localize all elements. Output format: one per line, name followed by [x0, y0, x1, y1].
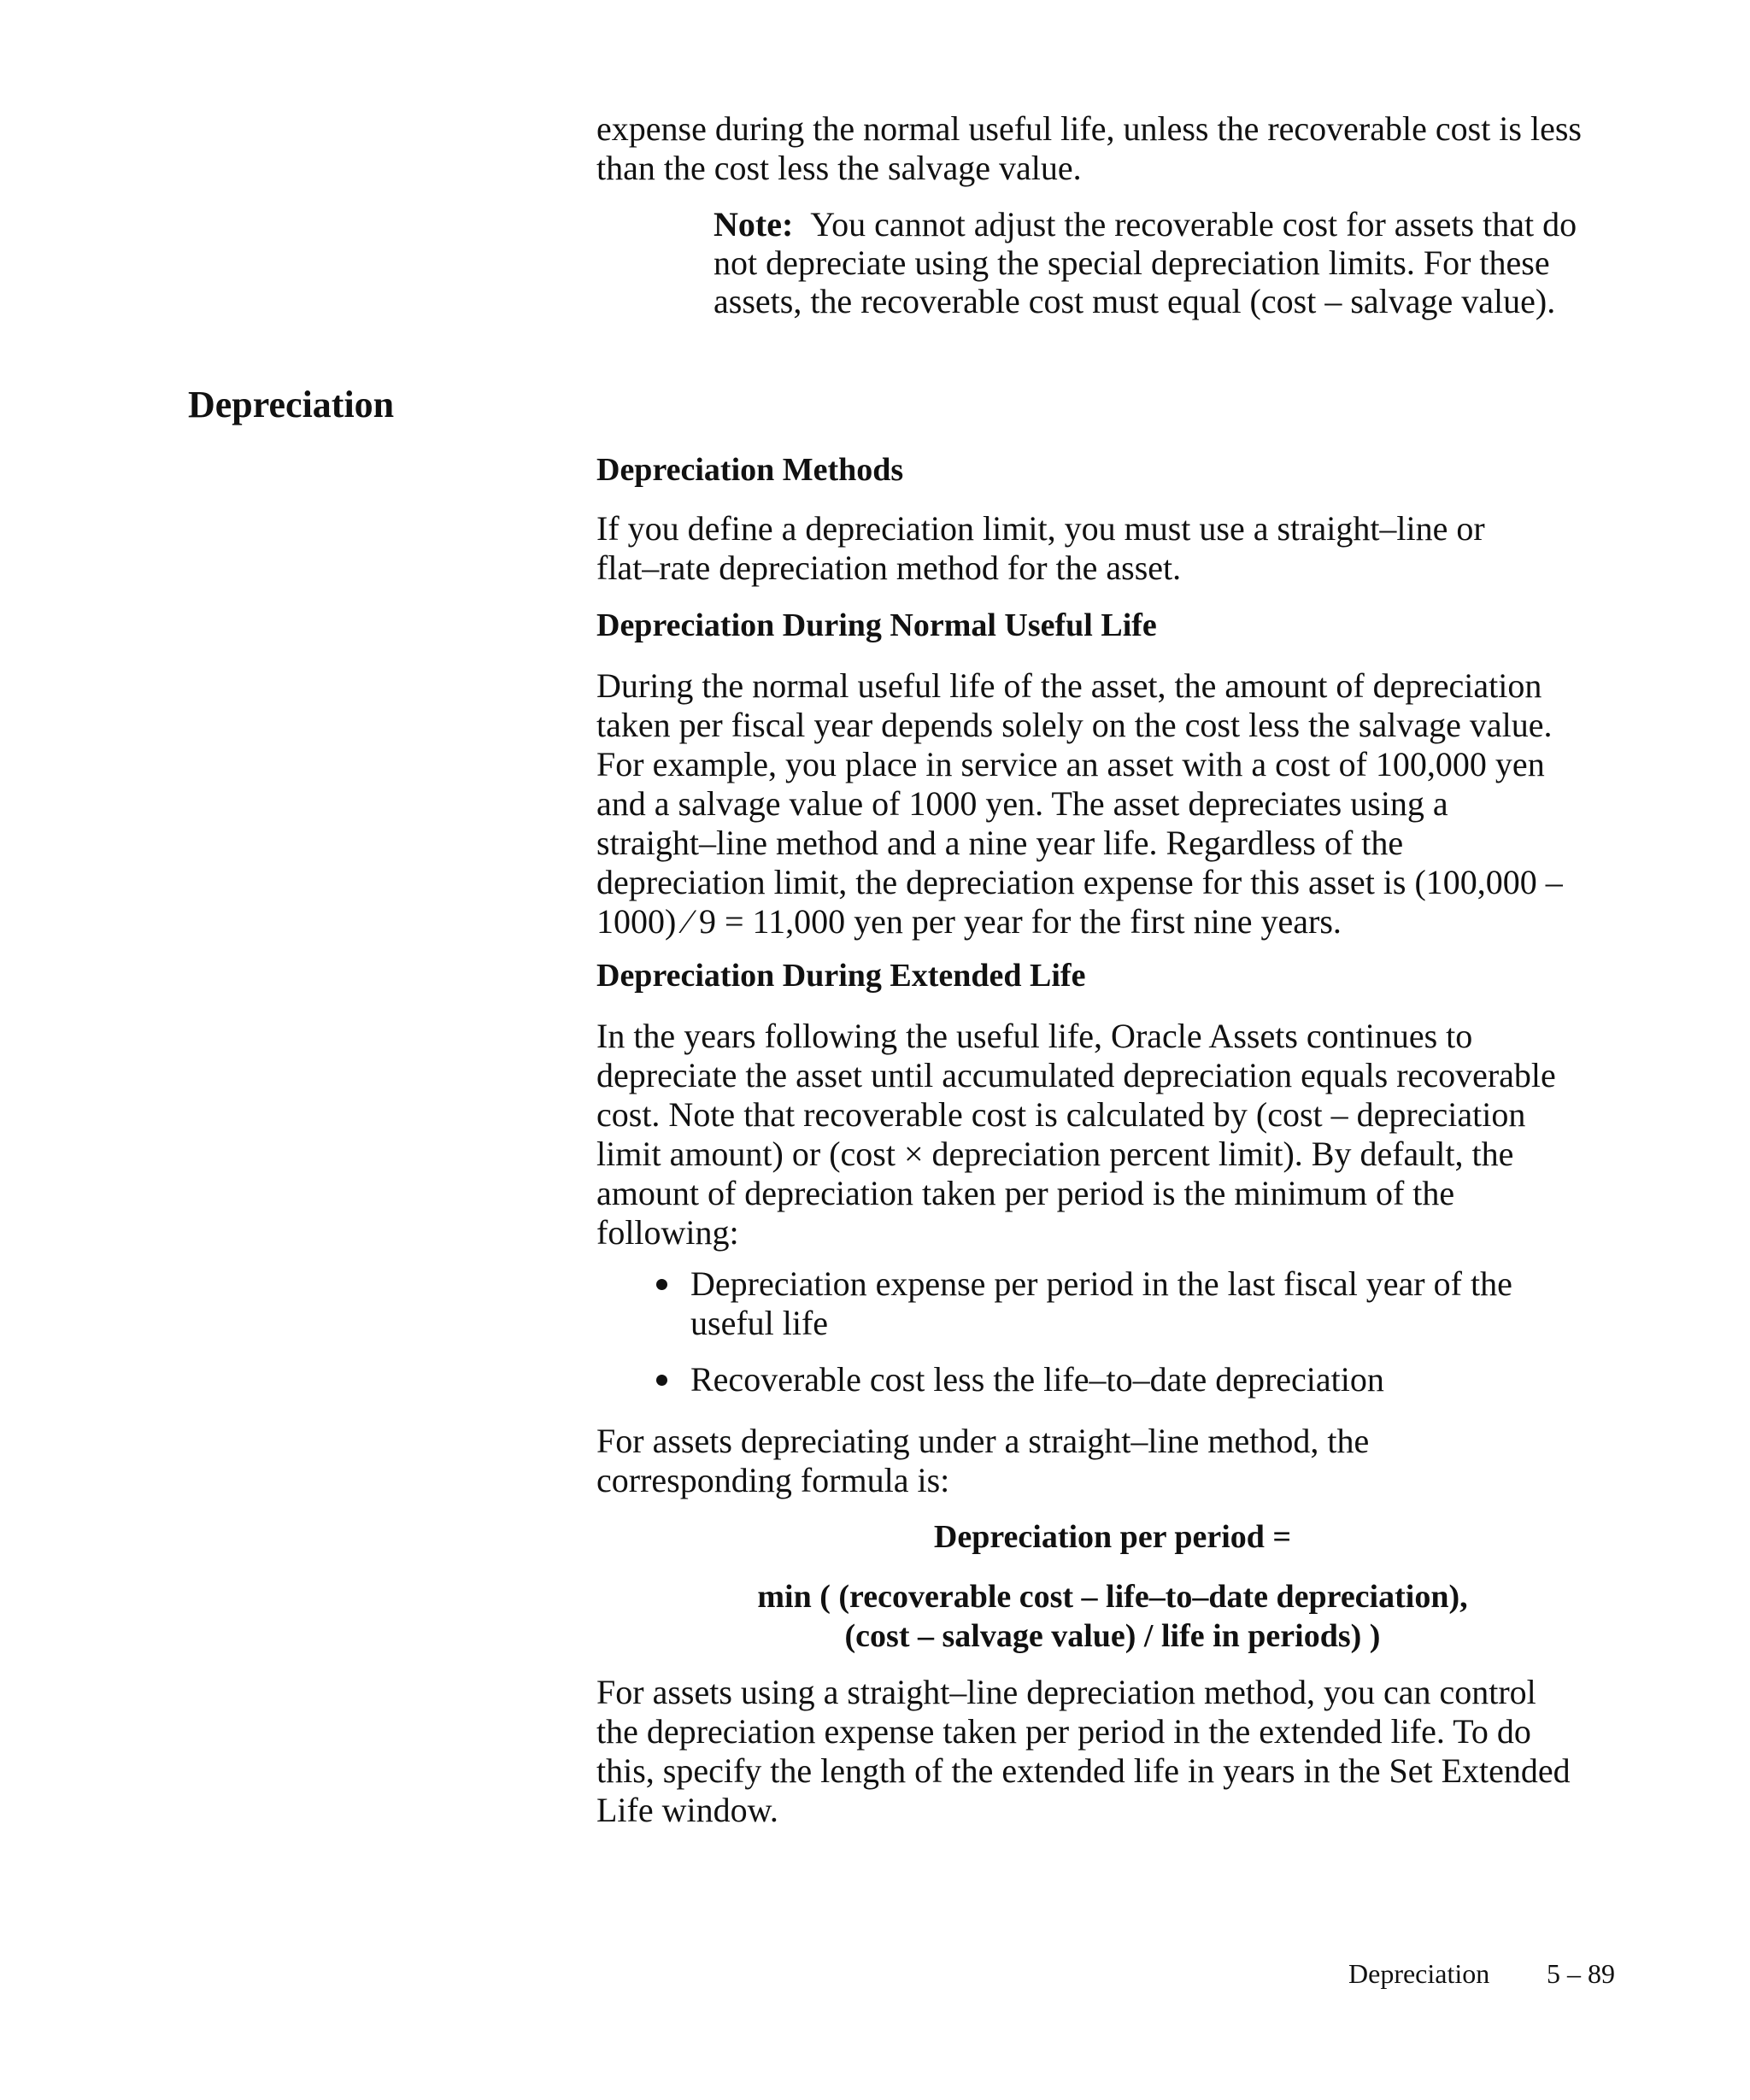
note-line-1: You cannot adjust the recoverable cost for assets that do: [810, 205, 1577, 243]
bullet-1-line-2: useful life: [690, 1304, 829, 1342]
formula-expression: [596, 1577, 1629, 1656]
methods-paragraph: [596, 509, 1629, 588]
methods-heading: Depreciation Methods: [596, 452, 904, 488]
list-item: [651, 1264, 1629, 1343]
note-label: Note:: [714, 205, 794, 243]
normal-life-heading: Depreciation During Normal Useful Life: [596, 607, 1157, 643]
bullet-icon: [656, 1279, 667, 1290]
normal-life-line-3: For example, you place in service an asset with a cost of 100,000 yen: [596, 745, 1545, 783]
extended-life-line-5: amount of depreciation taken per period is the minimum of the: [596, 1174, 1455, 1212]
intro-paragraph: [596, 109, 1629, 188]
extended-life-line-1: In the years following the useful life, Oracle Assets continues to: [596, 1017, 1473, 1055]
extended-life-bullet-list: [651, 1264, 1629, 1399]
list-item: [651, 1360, 1629, 1399]
section-heading: Depreciation: [188, 384, 395, 425]
formula-intro-paragraph: [596, 1422, 1629, 1500]
closing-paragraph: [596, 1673, 1629, 1830]
bullet-2-line-1: Recoverable cost less the life–to–date depreciation: [690, 1360, 1384, 1399]
extended-life-line-4: limit amount) or (cost × depreciation percent limit). By default, the: [596, 1135, 1514, 1173]
intro-line-1: expense during the normal useful life, unless the recoverable cost is less: [596, 109, 1582, 148]
closing-line-1: For assets using a straight–line depreciation method, you can control: [596, 1673, 1536, 1711]
bullet-icon: [656, 1375, 667, 1386]
extended-life-heading: Depreciation During Extended Life: [596, 958, 1086, 994]
closing-line-3: this, specify the length of the extended life in years in the Set Extended: [596, 1751, 1571, 1790]
normal-life-line-5: straight–line method and a nine year life. Regardless of the: [596, 824, 1404, 862]
formula-line-2: (cost – salvage value) / life in periods) ): [844, 1618, 1381, 1654]
intro-line-2: than the cost less the salvage value.: [596, 149, 1082, 187]
note-line-2: not depreciate using the special depreciation limits. For these: [714, 243, 1550, 282]
extended-life-paragraph: [596, 1017, 1629, 1252]
extended-life-line-6: following:: [596, 1213, 739, 1252]
normal-life-line-6: depreciation limit, the depreciation expense for this asset is (100,000 –: [596, 863, 1563, 901]
normal-life-line-2: taken per fiscal year depends solely on the cost less the salvage value.: [596, 706, 1553, 744]
formula-intro-line-1: For assets depreciating under a straight–line method, the: [596, 1422, 1370, 1460]
extended-life-line-2: depreciate the asset until accumulated depreciation equals recoverable: [596, 1056, 1556, 1094]
normal-life-line-7: 1000) ⁄ 9 = 11,000 yen per year for the first nine years.: [596, 902, 1342, 941]
formula-title: Depreciation per period =: [933, 1519, 1292, 1555]
methods-line-2: flat–rate depreciation method for the asset.: [596, 548, 1182, 587]
normal-life-line-4: and a salvage value of 1000 yen. The asset depreciates using a: [596, 784, 1448, 823]
footer-section-name: Depreciation: [1348, 1958, 1490, 1989]
formula-intro-line-2: corresponding formula is:: [596, 1461, 950, 1499]
bullet-1-line-1: Depreciation expense per period in the last fiscal year of the: [690, 1264, 1512, 1303]
note-line-3: assets, the recoverable cost must equal (cost – salvage value).: [714, 282, 1556, 320]
formula-line-1: min ( (recoverable cost – life–to–date depreciation),: [757, 1579, 1468, 1615]
extended-life-line-3: cost. Note that recoverable cost is calculated by (cost – depreciation: [596, 1095, 1526, 1134]
normal-life-paragraph: [596, 666, 1629, 941]
note-block: [714, 205, 1628, 320]
footer-page-number: 5 – 89: [1547, 1958, 1615, 1989]
normal-life-line-1: During the normal useful life of the asset, the amount of depreciation: [596, 666, 1542, 705]
closing-line-4: Life window.: [596, 1791, 778, 1829]
methods-line-1: If you define a depreciation limit, you must use a straight–line or: [596, 509, 1485, 548]
closing-line-2: the depreciation expense taken per period in the extended life. To do: [596, 1712, 1531, 1751]
